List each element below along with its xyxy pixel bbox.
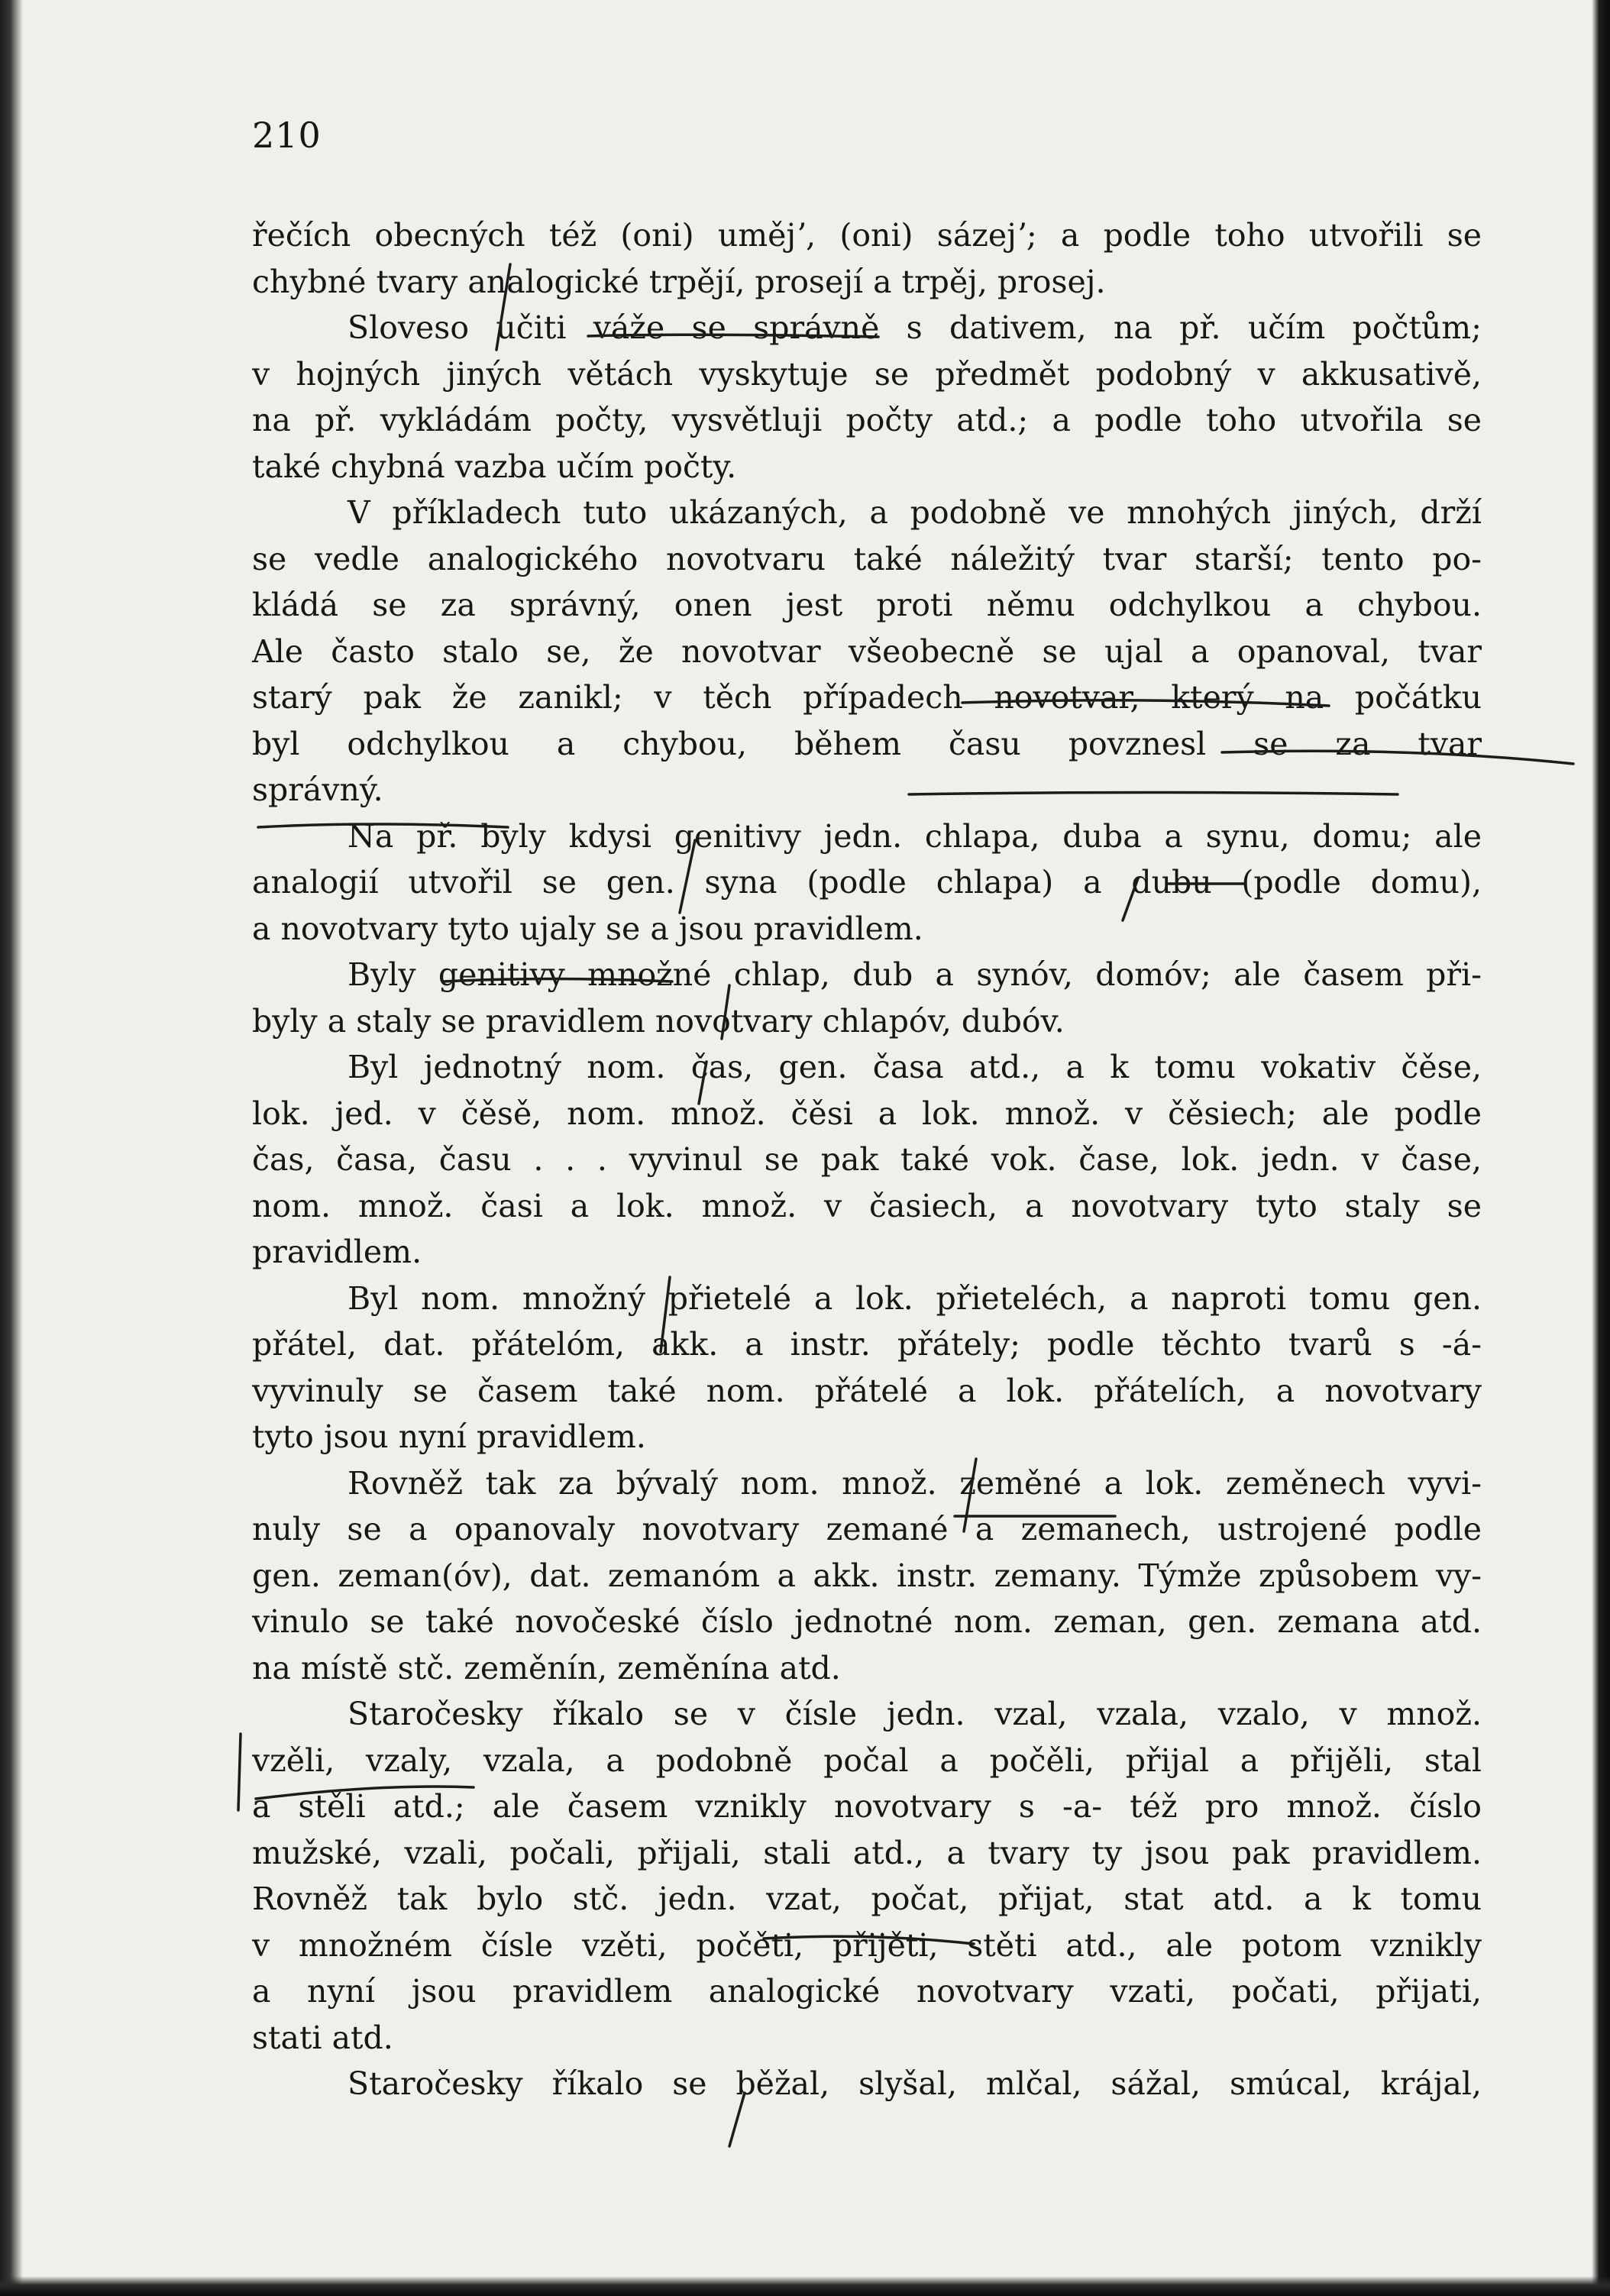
text-line: mužské, vzali, počali, přijali, stali atd., a tvary ty jsou pak pravidlem. (252, 1834, 1482, 1871)
text-line: a nyní jsou pravidlem analogické novotvary vzati, počati, přijati, (252, 1973, 1482, 2010)
text-line: byl odchylkou a chybou, během času povznesl se za tvar (252, 725, 1482, 762)
text-line: analogií utvořil se gen. syna (podle chlapa) a dubu (podle domu), (252, 864, 1482, 901)
scan-edge-bottom (0, 2276, 1610, 2296)
text-line: Sloveso učiti váže se správně s dativem, na př. učím počtům; (348, 309, 1482, 346)
text-line: Staročesky říkalo se v čísle jedn. vzal, vzala, vzalo, v množ. (348, 1696, 1482, 1732)
text-line: Rovněž tak za bývalý nom. množ. zeměné a lok. zeměnech vyvi- (348, 1464, 1482, 1502)
text-line: starý pak že zanikl; v těch případech novotvar, který na počátku (252, 679, 1482, 716)
text-line: kládá se za správný, onen jest proti němu odchylkou a chybou. (252, 587, 1482, 623)
text-line: Byl jednotný nom. čas, gen. časa atd., a k tomu vokativ čěse, (348, 1049, 1482, 1085)
text-line: se vedle analogického novotvaru také náležitý tvar starší; tento po- (252, 540, 1482, 577)
text-line: a stěli atd.; ale časem vznikly novotvary s -a- též pro množ. číslo (252, 1788, 1482, 1825)
text-line: nom. množ. časi a lok. množ. v časiech, a novotvary tyto staly se (252, 1187, 1482, 1224)
text-line: vzěli, vzaly, vzala, a podobně počal a počěli, přijal a přijěli, stal (252, 1741, 1482, 1779)
text-line: lok. jed. v čěsě, nom. množ. čěsi a lok. množ. v čěsiech; ale podle (252, 1095, 1482, 1132)
scan-edge-right (1592, 0, 1610, 2296)
text-line: V příkladech tuto ukázaných, a podobně ve mnohých jiných, drží (348, 494, 1482, 531)
text-line: vyvinuly se časem také nom. přátelé a lok. přátelích, a novotvary (252, 1372, 1482, 1409)
text-line: správný. (252, 771, 383, 808)
text-line: přátel, dat. přátelóm, akk. a instr. přátely; podle těchto tvarů s -á- (252, 1326, 1482, 1363)
text-line: v množném čísle vzěti, počěti, přijěti, stěti atd., ale potom vznikly (252, 1926, 1482, 1964)
text-line: Byl nom. množný přietelé a lok. přieteléch, a naproti tomu gen. (348, 1279, 1482, 1317)
text-line: nuly se a opanovaly novotvary zemané a zemanech, ustrojené podle (252, 1511, 1482, 1547)
text-line: a novotvary tyto ujaly se a jsou pravidlem. (252, 910, 923, 947)
page-number: 210 (252, 115, 322, 156)
scan-edge-left (0, 0, 23, 2296)
text-line: stati atd. (252, 2019, 393, 2056)
text-line: na př. vykládám počty, vysvětluji počty atd.; a podle toho utvořila se (252, 402, 1482, 438)
text-line: čas, časa, času . . . vyvinul se pak také vok. čase, lok. jedn. v čase, (252, 1141, 1482, 1178)
text-line: Byly genitivy množné chlap, dub a synóv, domóv; ale časem při- (348, 956, 1482, 993)
text-line: Ale často stalo se, že novotvar všeobecně se ujal a opanoval, tvar (252, 632, 1482, 670)
text-line: také chybná vazba učím počty. (252, 448, 737, 485)
text-line: chybné tvary analogické trpějí, prosejí a trpěj, prosej. (252, 263, 1106, 300)
text-line: vinulo se také novočeské číslo jednotné nom. zeman, gen. zemana atd. (252, 1603, 1482, 1640)
text-line: pravidlem. (252, 1234, 422, 1270)
text-line: v hojných jiných větách vyskytuje se předmět podobný v akkusativě, (252, 355, 1482, 393)
text-line: na místě stč. zeměnín, zeměnína atd. (252, 1649, 841, 1686)
text-line: gen. zeman(óv), dat. zemanóm a akk. instr. zemany. Týmže způsobem vy- (252, 1557, 1482, 1594)
text-line: Na př. byly kdysi genitivy jedn. chlapa, duba a synu, domu; ale (348, 817, 1482, 855)
pencil-bracket (238, 1734, 241, 1810)
text-line: byly a staly se pravidlem novotvary chlapóv, dubóv. (252, 1002, 1065, 1040)
body-text (252, 212, 1482, 2107)
text-line: Staročesky říkalo se běžal, slyšal, mlčal, sážal, smúcal, krájal, (348, 2065, 1482, 2102)
text-line: Rovněž tak bylo stč. jedn. vzat, počat, přijat, stat atd. a k tomu (252, 1880, 1482, 1917)
text-line: tyto jsou nyní pravidlem. (252, 1418, 646, 1455)
text-line: řečích obecných též (oni) umějʼ, (oni) sázejʼ; a podle toho utvořili se (252, 217, 1482, 254)
